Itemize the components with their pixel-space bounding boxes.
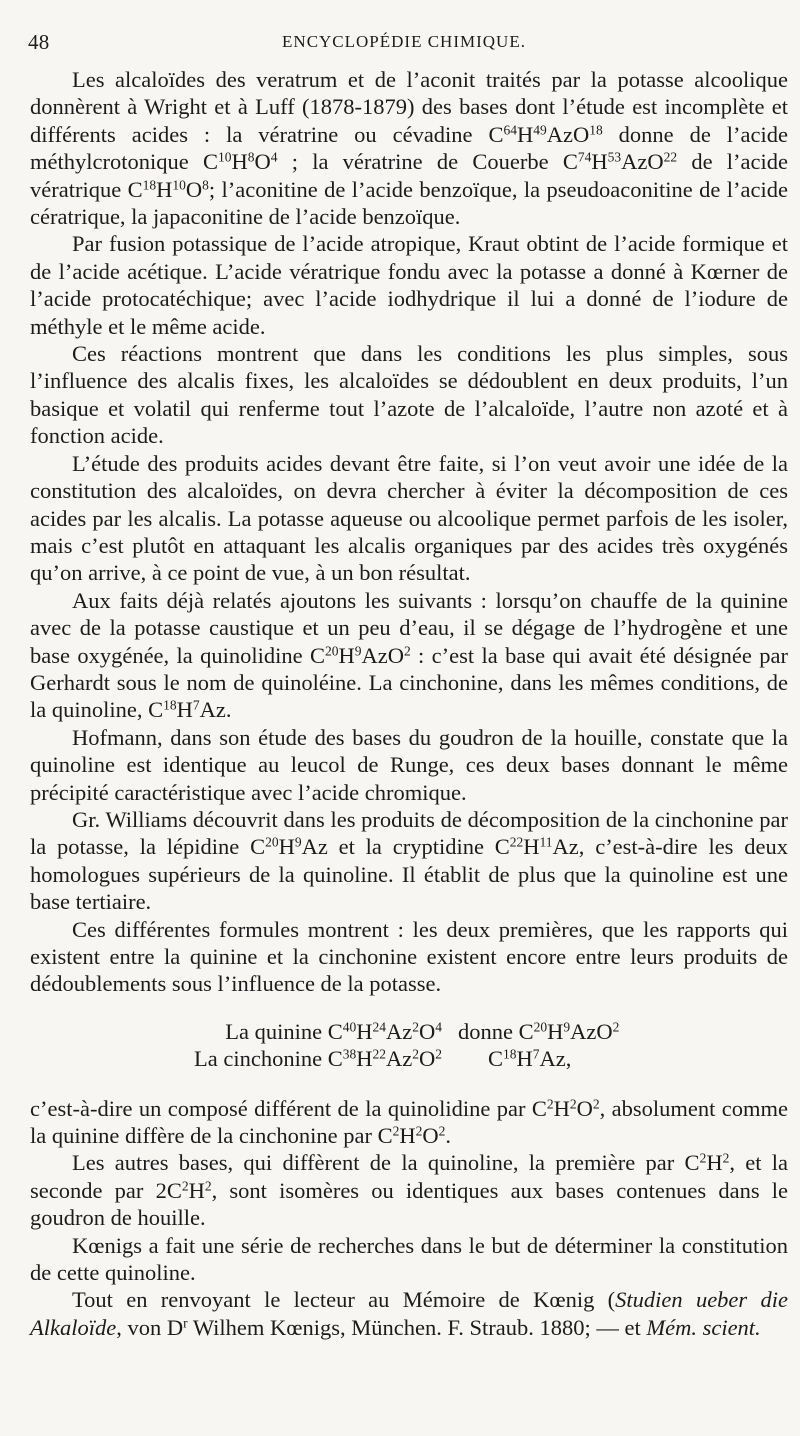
superscript: 2 <box>612 1019 620 1035</box>
text-run: H <box>553 1095 570 1121</box>
text-run: H <box>356 1018 373 1044</box>
text-run: L’étude des produits acides devant être faite, si l’on veut avoir une idée de la constitution des alcaloïdes, on devra chercher à éviter la décomposition de ces acides par les alcalis. La potasse aqueuse ou alcoolique permet parfois de les isoler, mais c’est plutôt en attaquant les alcalis organiques par des acides très oxygénés qu’on arrive, à ce point de vue, à un bon résultat. <box>30 450 788 586</box>
text-run: Les autres bases, qui diffèrent de la quinoline, la première par C <box>72 1150 700 1176</box>
text-run: Kœnigs a fait une série de recherches dans le but de déterminer la constitution de cette quinoline. <box>30 1232 788 1286</box>
text-run: H <box>591 149 608 175</box>
superscript: 18 <box>163 697 177 713</box>
paragraphs-before-formulas <box>30 66 788 998</box>
superscript: 49 <box>533 122 547 138</box>
text-run: Az <box>386 1046 413 1072</box>
formula-left <box>30 1018 450 1045</box>
text-run: H <box>338 642 355 668</box>
superscript: 22 <box>372 1046 386 1062</box>
text-run: Ces différentes formules montrent : les deux premières, que les rapports qui existent entre la quinine et la cinchonine existent encore entre leurs produits de dédoublements sous l’influence de la potasse. <box>30 916 788 997</box>
text-run: Az et la cryptidine C <box>301 834 510 860</box>
paragraph <box>30 724 788 806</box>
text-run: H <box>188 1177 205 1203</box>
text-run: AzO <box>361 642 404 668</box>
superscript: 2 <box>392 1123 400 1139</box>
paragraph <box>30 1095 788 1150</box>
formula-line <box>30 1018 788 1045</box>
text-run: O <box>185 176 203 202</box>
formula-right <box>450 1018 619 1045</box>
superscript: 2 <box>415 1123 423 1139</box>
text-run: AzO <box>570 1018 613 1044</box>
text-run: H <box>176 697 193 723</box>
page-number: 48 <box>28 30 50 54</box>
text-run: , sont isomères ou identiques aux bases contenues dans le goudron de houille. <box>30 1177 789 1231</box>
paragraph <box>30 450 788 587</box>
superscript: 38 <box>342 1046 357 1062</box>
superscript: 4 <box>270 149 278 165</box>
body-text <box>30 66 788 1341</box>
text-run: donne de l’acide méthylcrotonique C <box>30 121 788 175</box>
superscript: 18 <box>589 122 603 138</box>
superscript: 8 <box>202 177 209 193</box>
text-run: O <box>422 1123 439 1149</box>
superscript: 2 <box>412 1046 419 1062</box>
superscript: 10 <box>217 149 232 165</box>
superscript: 8 <box>247 149 255 165</box>
superscript: 18 <box>142 177 157 193</box>
text-run: Aux faits déjà relatés ajoutons les suivants : lorsqu’on chauffe de la quinine avec de la potasse caustique et un peu d’eau, il se dégage de l’hydrogène et une base oxygénée, la quinolidine C <box>30 587 788 668</box>
superscript: 9 <box>563 1019 571 1035</box>
text-run: AzO <box>621 149 664 175</box>
text-run: Az, c’est-à-dire les deux homologues supérieurs de la quinoline. Il établit de plus que la quinoline est une base tertiaire. <box>30 834 788 915</box>
text-run: , von D <box>116 1314 184 1340</box>
superscript: 7 <box>532 1046 540 1062</box>
formula-line <box>30 1045 788 1072</box>
text-run: c’est-à-dire un composé différent de la quinolidine par C <box>30 1095 547 1121</box>
text-run: , absolument comme la quinine diffère de la cinchonine par C <box>30 1095 788 1149</box>
superscript: 24 <box>372 1019 386 1035</box>
superscript: 2 <box>699 1151 707 1167</box>
formula-right <box>450 1045 571 1072</box>
text-run: Par fusion potassique de l’acide atropique, Kraut obtint de l’acide formique et de l’acide acétique. L’acide vératrique fondu avec la potasse a donné à Kœrner de l’acide protocatéchique; avec l’acide iodhydrique il lui a donné de l’iodure de méthyle et le même acide. <box>30 231 788 339</box>
text-run: de l’acide vératrique C <box>30 149 789 202</box>
paragraphs-after-formulas <box>30 1095 788 1342</box>
text-run: H <box>156 176 173 202</box>
text-run: La quinine C <box>225 1018 343 1044</box>
text-run: H <box>231 149 248 175</box>
superscript: 22 <box>509 834 524 850</box>
text-run: H <box>547 1018 564 1044</box>
text-run: Wilhem Kœnigs, München. F. Straub. 1880; — et <box>187 1314 647 1340</box>
superscript: 2 <box>546 1096 554 1112</box>
superscript: 53 <box>607 149 622 165</box>
paragraph <box>30 587 788 724</box>
paragraph <box>30 230 788 340</box>
text-run: AzO <box>546 121 590 147</box>
paragraph <box>30 1232 788 1287</box>
paragraph <box>30 1286 788 1341</box>
text-run: H <box>278 834 295 860</box>
superscript: 74 <box>577 149 592 165</box>
text-run: H <box>706 1150 723 1176</box>
text-run: Az, <box>539 1046 572 1072</box>
superscript: 2 <box>412 1019 419 1035</box>
text-run: H <box>523 834 540 860</box>
text-run: ; la vératrine de Couerbe C <box>277 149 578 175</box>
superscript: 4 <box>435 1019 442 1035</box>
text-run: Gr. Williams découvrit dans les produits de décomposition de la cinchonine par la potasse, la lépidine C <box>30 806 788 860</box>
superscript: 2 <box>569 1096 577 1112</box>
text-run: O <box>419 1046 436 1072</box>
superscript: 40 <box>342 1019 357 1035</box>
paragraph <box>30 806 788 916</box>
text-run: H <box>517 121 534 147</box>
text-run: H <box>399 1123 416 1149</box>
text-run: H <box>516 1046 533 1072</box>
superscript: 2 <box>181 1178 189 1194</box>
text-run: ; l’aconitine de l’acide benzoïque, la pseudoaconitine de l’acide cératrique, la japaconitine de l’acide benzoïque. <box>30 176 788 230</box>
text-run: C <box>488 1046 504 1072</box>
superscript: 2 <box>204 1178 212 1194</box>
italic-text: Studien ueber die Alkaloïde <box>30 1287 788 1340</box>
text-run: . <box>445 1123 451 1149</box>
superscript: 11 <box>539 834 553 850</box>
running-header <box>28 30 780 60</box>
paragraph <box>30 1149 788 1231</box>
text-run: donne C <box>458 1018 534 1044</box>
superscript: 2 <box>438 1123 446 1139</box>
formula-left <box>30 1045 450 1072</box>
running-title: ENCYCLOPÉDIE CHIMIQUE. <box>282 32 526 51</box>
superscript: 64 <box>503 122 517 138</box>
formula-block <box>30 1018 788 1073</box>
text-run: O <box>254 149 271 175</box>
paragraph <box>30 916 788 998</box>
text-run: Az. <box>199 697 232 723</box>
text-run: Hofmann, dans son étude des bases du goudron de la houille, constate que la quinoline est identique au leucol de Runge, ces deux bases donnant le même précipité caractéristique avec l’acide chromique. <box>30 724 788 805</box>
text-run: La cinchonine C <box>194 1046 343 1072</box>
superscript: 7 <box>192 697 200 713</box>
superscript: 22 <box>663 149 678 165</box>
superscript: 2 <box>722 1151 730 1167</box>
text-run: O <box>419 1018 436 1044</box>
superscript: 2 <box>403 643 411 659</box>
paragraph <box>30 66 788 230</box>
superscript: 2 <box>435 1046 442 1062</box>
superscript: 20 <box>324 643 339 659</box>
text-run: Ces réactions montrent que dans les conditions les plus simples, sous l’influence des alcalis fixes, les alcaloïdes se dédoublent en deux produits, l’un basique et volatil qui renferme tout l’azote de l’alcaloïde, l’autre non azoté et à fonction acide. <box>30 341 788 449</box>
text-run: H <box>356 1046 373 1072</box>
superscript: 10 <box>172 177 186 193</box>
text-run: , et la seconde par 2C <box>30 1150 788 1203</box>
text-run: O <box>576 1095 593 1121</box>
text-run: Az <box>386 1018 413 1044</box>
text-run: Les alcaloïdes des veratrum et de l’aconit traités par la potasse alcoolique donnèrent à Wright et à Luff (1878-1879) des bases dont l’étude est incomplète et différents acides : la vératrine ou cévadine C <box>30 67 788 147</box>
superscript: 9 <box>294 834 302 850</box>
superscript: 2 <box>592 1096 600 1112</box>
superscript: 20 <box>265 834 279 850</box>
paragraph <box>30 340 788 450</box>
italic-text: Mém. scient. <box>646 1314 761 1340</box>
superscript: r <box>183 1315 188 1331</box>
text-run: Tout en renvoyant le lecteur au Mémoire de Kœnig ( <box>72 1287 616 1313</box>
superscript: 9 <box>354 643 362 659</box>
superscript: 20 <box>533 1019 548 1035</box>
text-run: : c’est la base qui avait été désignée par Gerhardt sous le nom de quinoléine. La cinchonine, dans les mêmes conditions, de la quinoline, C <box>30 642 788 723</box>
superscript: 18 <box>503 1046 517 1062</box>
